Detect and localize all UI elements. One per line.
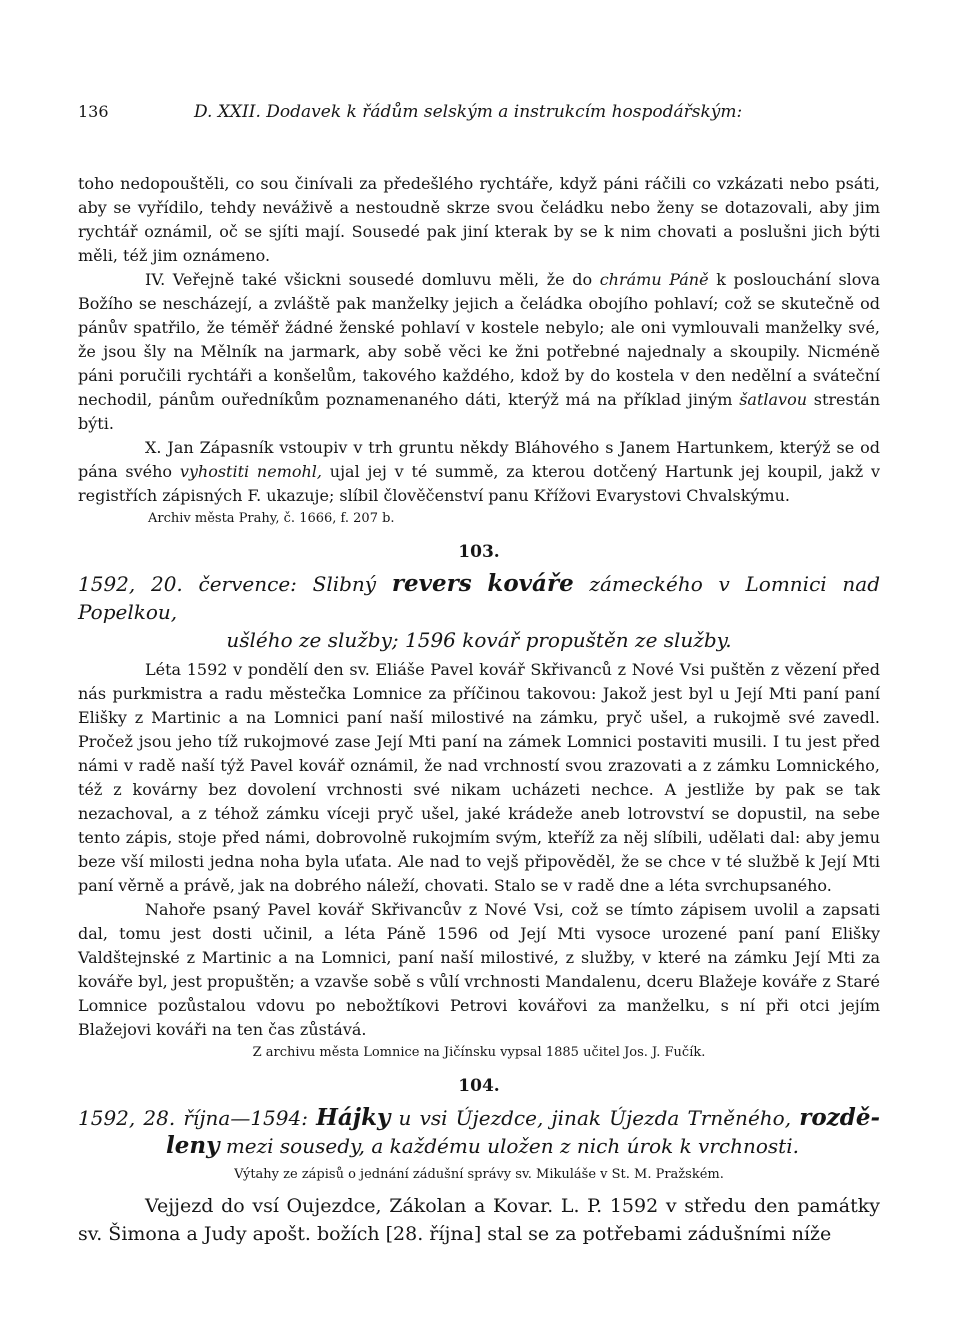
paragraph-103-1: Léta 1592 v pondělí den sv. Eliáše Pavel kovář Skřivanců z Nové Vsi puštěn z vězení před nás purkmistra a radu městečka Lomnice za příčinou takovou: Jakož jest byl u Její Mti paní paní Elišky z Martinic a na Lomnici paní naší milostivé na zámku, pryč ušel, a rukojmě své zavedl. Pročež jsou jeho tíž rukojmové zase Její Mti paní na zámek Lomnici postaviti musili. I tu jest před námi v radě naší týž Pavel kovář oznámil, že nad vrchností svou zrazovati a z zámku Lomnického, též z kovárny bez dovolení vrchnosti své nikam ucházeti nechce. A jestliže by pak se tak nezachoval, a z téhož zámku víceji pryč ušel, jaké krádeže aneb lotrovství se dopustil, na sebe tento zápis, stoje před námi, dobrovolně rukojmím svým, kteříž za něj slíbili, udělati dal: aby jemu beze vší milosti jedna noha byla uťata. Ale nad to vejš připověděl, že se chce v té službě k Její Mti paní věrně a právě, jak na dobrého náleží, chovati. Stalo se v radě dne a léta svrchupsaného. — [78, 660, 880, 895]
running-header — [78, 100, 880, 128]
paragraph-iv — [78, 268, 880, 436]
paragraph-x-italic-b: vyhostiti nemohl, — [179, 462, 323, 481]
heading-103-text-3: zámeckého v Lomnici nad Popelkou, — [78, 572, 881, 624]
heading-103 — [78, 570, 880, 626]
source-note-102: Archiv města Prahy, č. 1666, f. 207 b. — [148, 511, 395, 526]
document-number-104: 104. — [458, 1076, 500, 1096]
paragraph-x-text-c: ujal jej v té summě, za kterou dotčený Hartunk jej koupil, jakž v registřích zápisných F. ukazuje; slíbil člověčenství panu Křížovi Evarystovi Chvalskýmu. — [78, 462, 881, 505]
heading-104-text-1 — [308, 1106, 316, 1130]
paragraph-continuation: toho nedopouštěli, co sou činívali za předešlého rychtáře, když páni ráčili co vzkázati nebo psáti, aby se vyřídilo, tehdy neváživě a nestoudně skrze svou čeládku nebo ženy se dotazovali, aby jim rychtář oznámil, oč se sjíti mají. Sousedé pak jiní kterak by se k nim chovati a poslušni jich býti měli, též jim oznámeno. — [78, 174, 880, 265]
source-note-104: Výtahy ze zápisů o jednání zádušní správy sv. Mikuláše v St. M. Pražském. — [234, 1167, 724, 1182]
paragraph-iv-italic-b: chrámu Páně — [599, 270, 709, 289]
paragraph-x — [78, 436, 880, 508]
paragraph-iv-text-a: IV. Veřejně také všickni sousedé domluvu měli, že do — [145, 270, 600, 289]
paragraph-x-text-a: X. Jan Zápasník vstoupiv v trh gruntu někdy Bláhového s Janem Hartunkem, kterýž se od pána svého — [78, 438, 880, 481]
heading-103-highlight-1: revers — [391, 570, 472, 597]
paragraph-iv-text-e: strestán býti. — [78, 390, 881, 433]
heading-103-line-2: ušlého ze služby; 1596 kovář propuštěn ze služby. — [226, 628, 732, 652]
heading-103-date: 1592, 20. července: — [78, 572, 297, 596]
page-number: 136 — [78, 102, 109, 121]
running-title: D. XXII. Dodavek k řádům selským a instrukcím hospodářským: — [194, 102, 743, 122]
heading-103-text-1: Slibný — [296, 572, 392, 596]
heading-103-highlight-2: kováře — [487, 570, 574, 597]
heading-104-highlight-1: Hájky — [316, 1104, 391, 1131]
heading-104-text-2: u vsi Újezdce, jinak Újezda Trněného, — [390, 1106, 800, 1130]
heading-104-highlight-2: rozdě- — [799, 1104, 880, 1131]
paragraph-103-2: Nahoře psaný Pavel kovář Skřivancův z Nové Vsi, což se tímto zápisem uvolil a zapsati dal, tomu jest dosti učinil, a léta Páně 1596 od Její Mti vysoce urozené paní paní Elišky Valdštejnské z Martinic a na Lomnici, paní naší milostivé, z služby, v které na zámku Její Mti za kováře byl, jest propuštěn; a vzavše sobě s vůlí vrchnosti Mandalenu, dceru Blažeje kováře z Staré Lomnice pozůstalou vdovu po nebožtíkovi Petrovi kovářovi za manželku, s ní při otci jejím Blažejovi kováři na ten čas zůstává. — [78, 900, 880, 1039]
heading-103-text-2 — [472, 572, 488, 596]
source-note-103: Z archivu města Lomnice na Jičínsku vypsal 1885 učitel Jos. J. Fučík. — [252, 1045, 706, 1060]
heading-104-date: 1592, 28. října—1594: — [78, 1106, 308, 1130]
document-number-103: 103. — [458, 542, 500, 562]
paragraph-iv-text-c: k poslouchání slova Božího se nescházejí, a zvláště pak manželky jejich a čeládka obojího pohlaví; což se skutečně od pánův spatřilo, že téměř žádné ženské pohlaví v kostele nebylo; ale oni vymlouvali manželky své, že jsou šly na Mělník na jarmark, aby sobě věci ke žni potřebné najednaly a skoupily. Nicméně páni poručili rychtáři a konšelům, takového každého, kdož by do kostela v den nedělní a sváteční nechodil, pánům ouředníkům poznamenaného dáti, kterýž má na příklad jiným — [78, 270, 881, 409]
heading-104-text-3: mezi sousedy, a každému uložen z nich úrok k vrchnosti. — [219, 1134, 799, 1158]
paragraph-iv-italic-d: šatlavou — [739, 390, 808, 409]
paragraph-104-1: Vejjezd do vsí Oujezdce, Zákolan a Kovar. L. P. 1592 v středu den památky sv. Šimona a Judy apošt. božích [28. října] stal se za potřebami zádušními níže — [78, 1195, 880, 1245]
heading-104 — [78, 1104, 880, 1160]
heading-104-highlight-3: leny — [166, 1132, 220, 1159]
